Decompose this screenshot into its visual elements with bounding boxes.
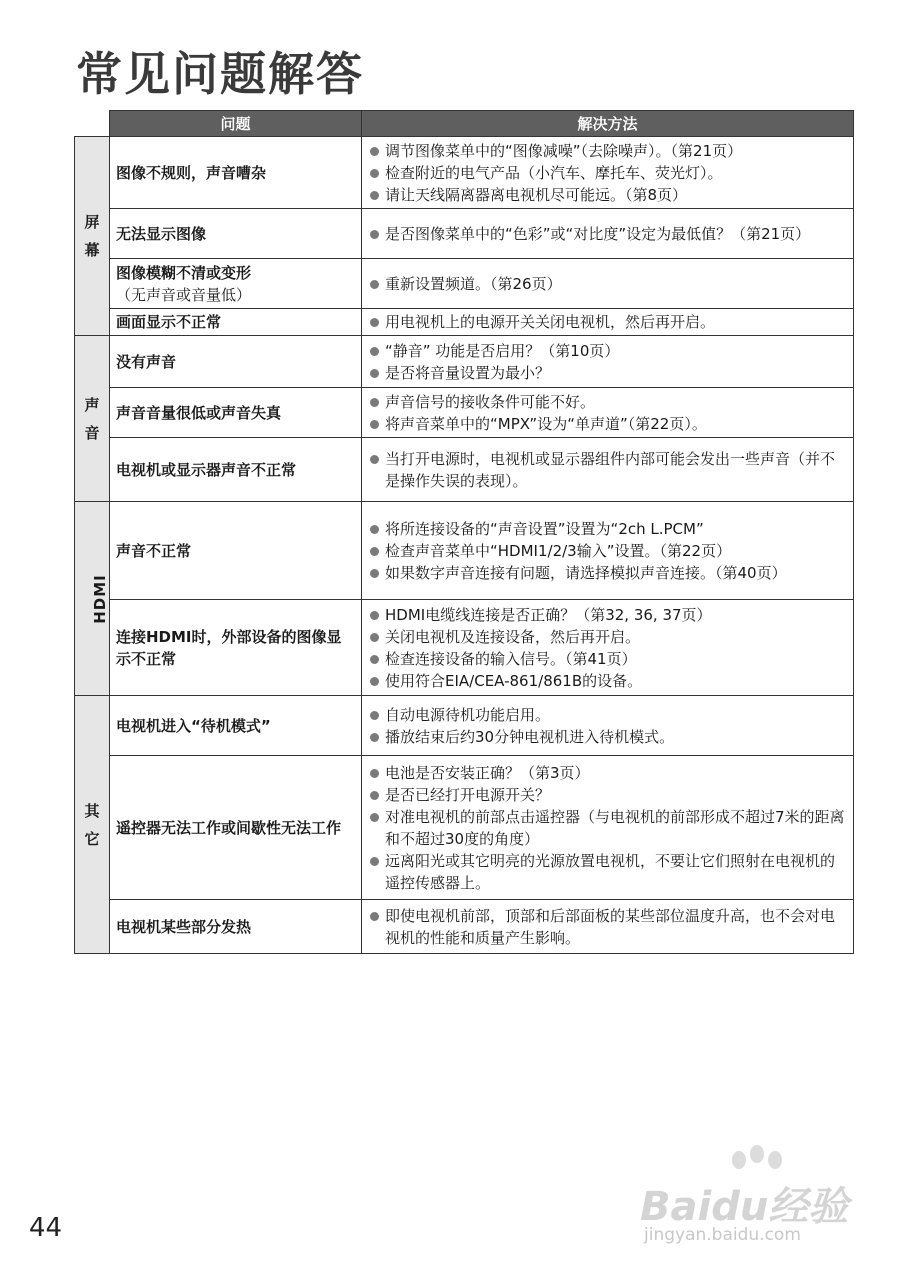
solution-cell xyxy=(362,502,854,600)
table-row xyxy=(75,309,854,336)
solution-item: 即使电视机前部，顶部和后部面板的某些部位温度升高，也不会对电视机的性能和质量产生影响。 xyxy=(370,905,847,949)
faq-table xyxy=(74,110,854,954)
baidu-watermark xyxy=(640,1145,870,1255)
solution-cell xyxy=(362,756,854,900)
solution-item: 自动电源待机功能启用。 xyxy=(370,704,847,726)
header-problem: 问题 xyxy=(110,111,362,137)
solution-cell xyxy=(362,259,854,309)
solution-item: 检查连接设备的输入信号。（第41页） xyxy=(370,648,847,670)
paw-print-icon xyxy=(732,1151,746,1169)
solution-cell xyxy=(362,309,854,336)
solution-cell xyxy=(362,209,854,259)
solution-item: 重新设置频道。（第26页） xyxy=(370,273,847,295)
solution-cell xyxy=(362,900,854,954)
solution-item: 用电视机上的电源开关关闭电视机，然后再开启。 xyxy=(370,311,847,333)
solution-item: 电池是否安装正确？（第3页） xyxy=(370,762,847,784)
paw-print-icon xyxy=(750,1145,764,1163)
table-row xyxy=(75,600,854,696)
paw-print-icon xyxy=(768,1151,782,1169)
problem-cell: 连接HDMI时，外部设备的图像显示不正常 xyxy=(110,600,362,696)
solution-item: 将声音菜单中的“MPX”设为“单声道”（第22页）。 xyxy=(370,413,847,435)
solution-item: 声音信号的接收条件可能不好。 xyxy=(370,391,847,413)
solution-cell xyxy=(362,600,854,696)
problem-subtext: （无声音或音量低） xyxy=(116,285,252,304)
problem-cell: 没有声音 xyxy=(110,336,362,388)
header-solution: 解决方法 xyxy=(362,111,854,137)
problem-cell: 电视机某些部分发热 xyxy=(110,900,362,954)
problem-cell: 电视机或显示器声音不正常 xyxy=(110,438,362,502)
table-row xyxy=(75,259,854,309)
solution-item: 使用符合EIA/CEA-861/861B的设备。 xyxy=(370,670,847,692)
table-row xyxy=(75,438,854,502)
watermark-logo: Baidu经验 xyxy=(640,1184,849,1230)
problem-cell: 遥控器无法工作或间歇性无法工作 xyxy=(110,756,362,900)
solution-item: 远离阳光或其它明亮的光源放置电视机，不要让它们照射在电视机的遥控传感器上。 xyxy=(370,850,847,894)
category-other: 其它 xyxy=(75,696,110,954)
table-row xyxy=(75,209,854,259)
solution-item: 请让天线隔离器离电视机尽可能远。（第8页） xyxy=(370,184,847,206)
table-row xyxy=(75,696,854,756)
solution-item: 如果数字声音连接有问题，请选择模拟声音连接。（第40页） xyxy=(370,562,847,584)
solution-item: 调节图像菜单中的“图像减噪”（去除噪声）。（第21页） xyxy=(370,140,847,162)
category-sound: 声音 xyxy=(75,336,110,502)
solution-item: 是否图像菜单中的“色彩”或“对比度”设定为最低值？（第21页） xyxy=(370,223,847,245)
solution-item: 播放结束后约30分钟电视机进入待机模式。 xyxy=(370,726,847,748)
problem-cell: 无法显示图像 xyxy=(110,209,362,259)
table-row xyxy=(75,756,854,900)
header-corner xyxy=(75,111,110,137)
solution-item: 将所连接设备的“声音设置”设置为“2ch L.PCM” xyxy=(370,518,847,540)
table-row xyxy=(75,502,854,600)
table-row xyxy=(75,137,854,209)
solution-cell xyxy=(362,336,854,388)
page-number: 44 xyxy=(29,1213,63,1243)
solution-item: 检查声音菜单中“HDMI1/2/3输入”设置。（第22页） xyxy=(370,540,847,562)
solution-cell xyxy=(362,388,854,438)
solution-item: 对准电视机的前部点击遥控器（与电视机的前部形成不超过7米的距离和不超过30度的角度） xyxy=(370,806,847,850)
solution-item: 是否已经打开电源开关？ xyxy=(370,784,847,806)
problem-cell: 电视机进入“待机模式” xyxy=(110,696,362,756)
table-row xyxy=(75,388,854,438)
problem-text: 图像模糊不清或变形 xyxy=(116,263,252,282)
category-hdmi: HDMI xyxy=(75,502,110,696)
solution-cell xyxy=(362,438,854,502)
watermark-url: jingyan.baidu.com xyxy=(644,1225,801,1245)
solution-item: 检查附近的电气产品（小汽车、摩托车、荧光灯）。 xyxy=(370,162,847,184)
solution-item: 是否将音量设置为最小？ xyxy=(370,362,847,384)
problem-cell: 图像不规则，声音嘈杂 xyxy=(110,137,362,209)
table-row xyxy=(75,900,854,954)
table-row xyxy=(75,336,854,388)
problem-cell: 声音音量很低或声音失真 xyxy=(110,388,362,438)
problem-cell: 声音不正常 xyxy=(110,502,362,600)
solution-cell xyxy=(362,137,854,209)
solution-item: 当打开电源时，电视机或显示器组件内部可能会发出一些声音（并不是操作失误的表现）。 xyxy=(370,448,847,492)
problem-cell: 画面显示不正常 xyxy=(110,309,362,336)
table-header-row xyxy=(75,111,854,137)
solution-cell xyxy=(362,696,854,756)
solution-item: HDMI电缆线连接是否正确？（第32, 36, 37页） xyxy=(370,604,847,626)
category-screen: 屏幕 xyxy=(75,137,110,336)
solution-item: “静音” 功能是否启用？（第10页） xyxy=(370,340,847,362)
page-title: 常见问题解答 xyxy=(76,47,364,101)
problem-cell xyxy=(110,259,362,309)
solution-item: 关闭电视机及连接设备，然后再开启。 xyxy=(370,626,847,648)
